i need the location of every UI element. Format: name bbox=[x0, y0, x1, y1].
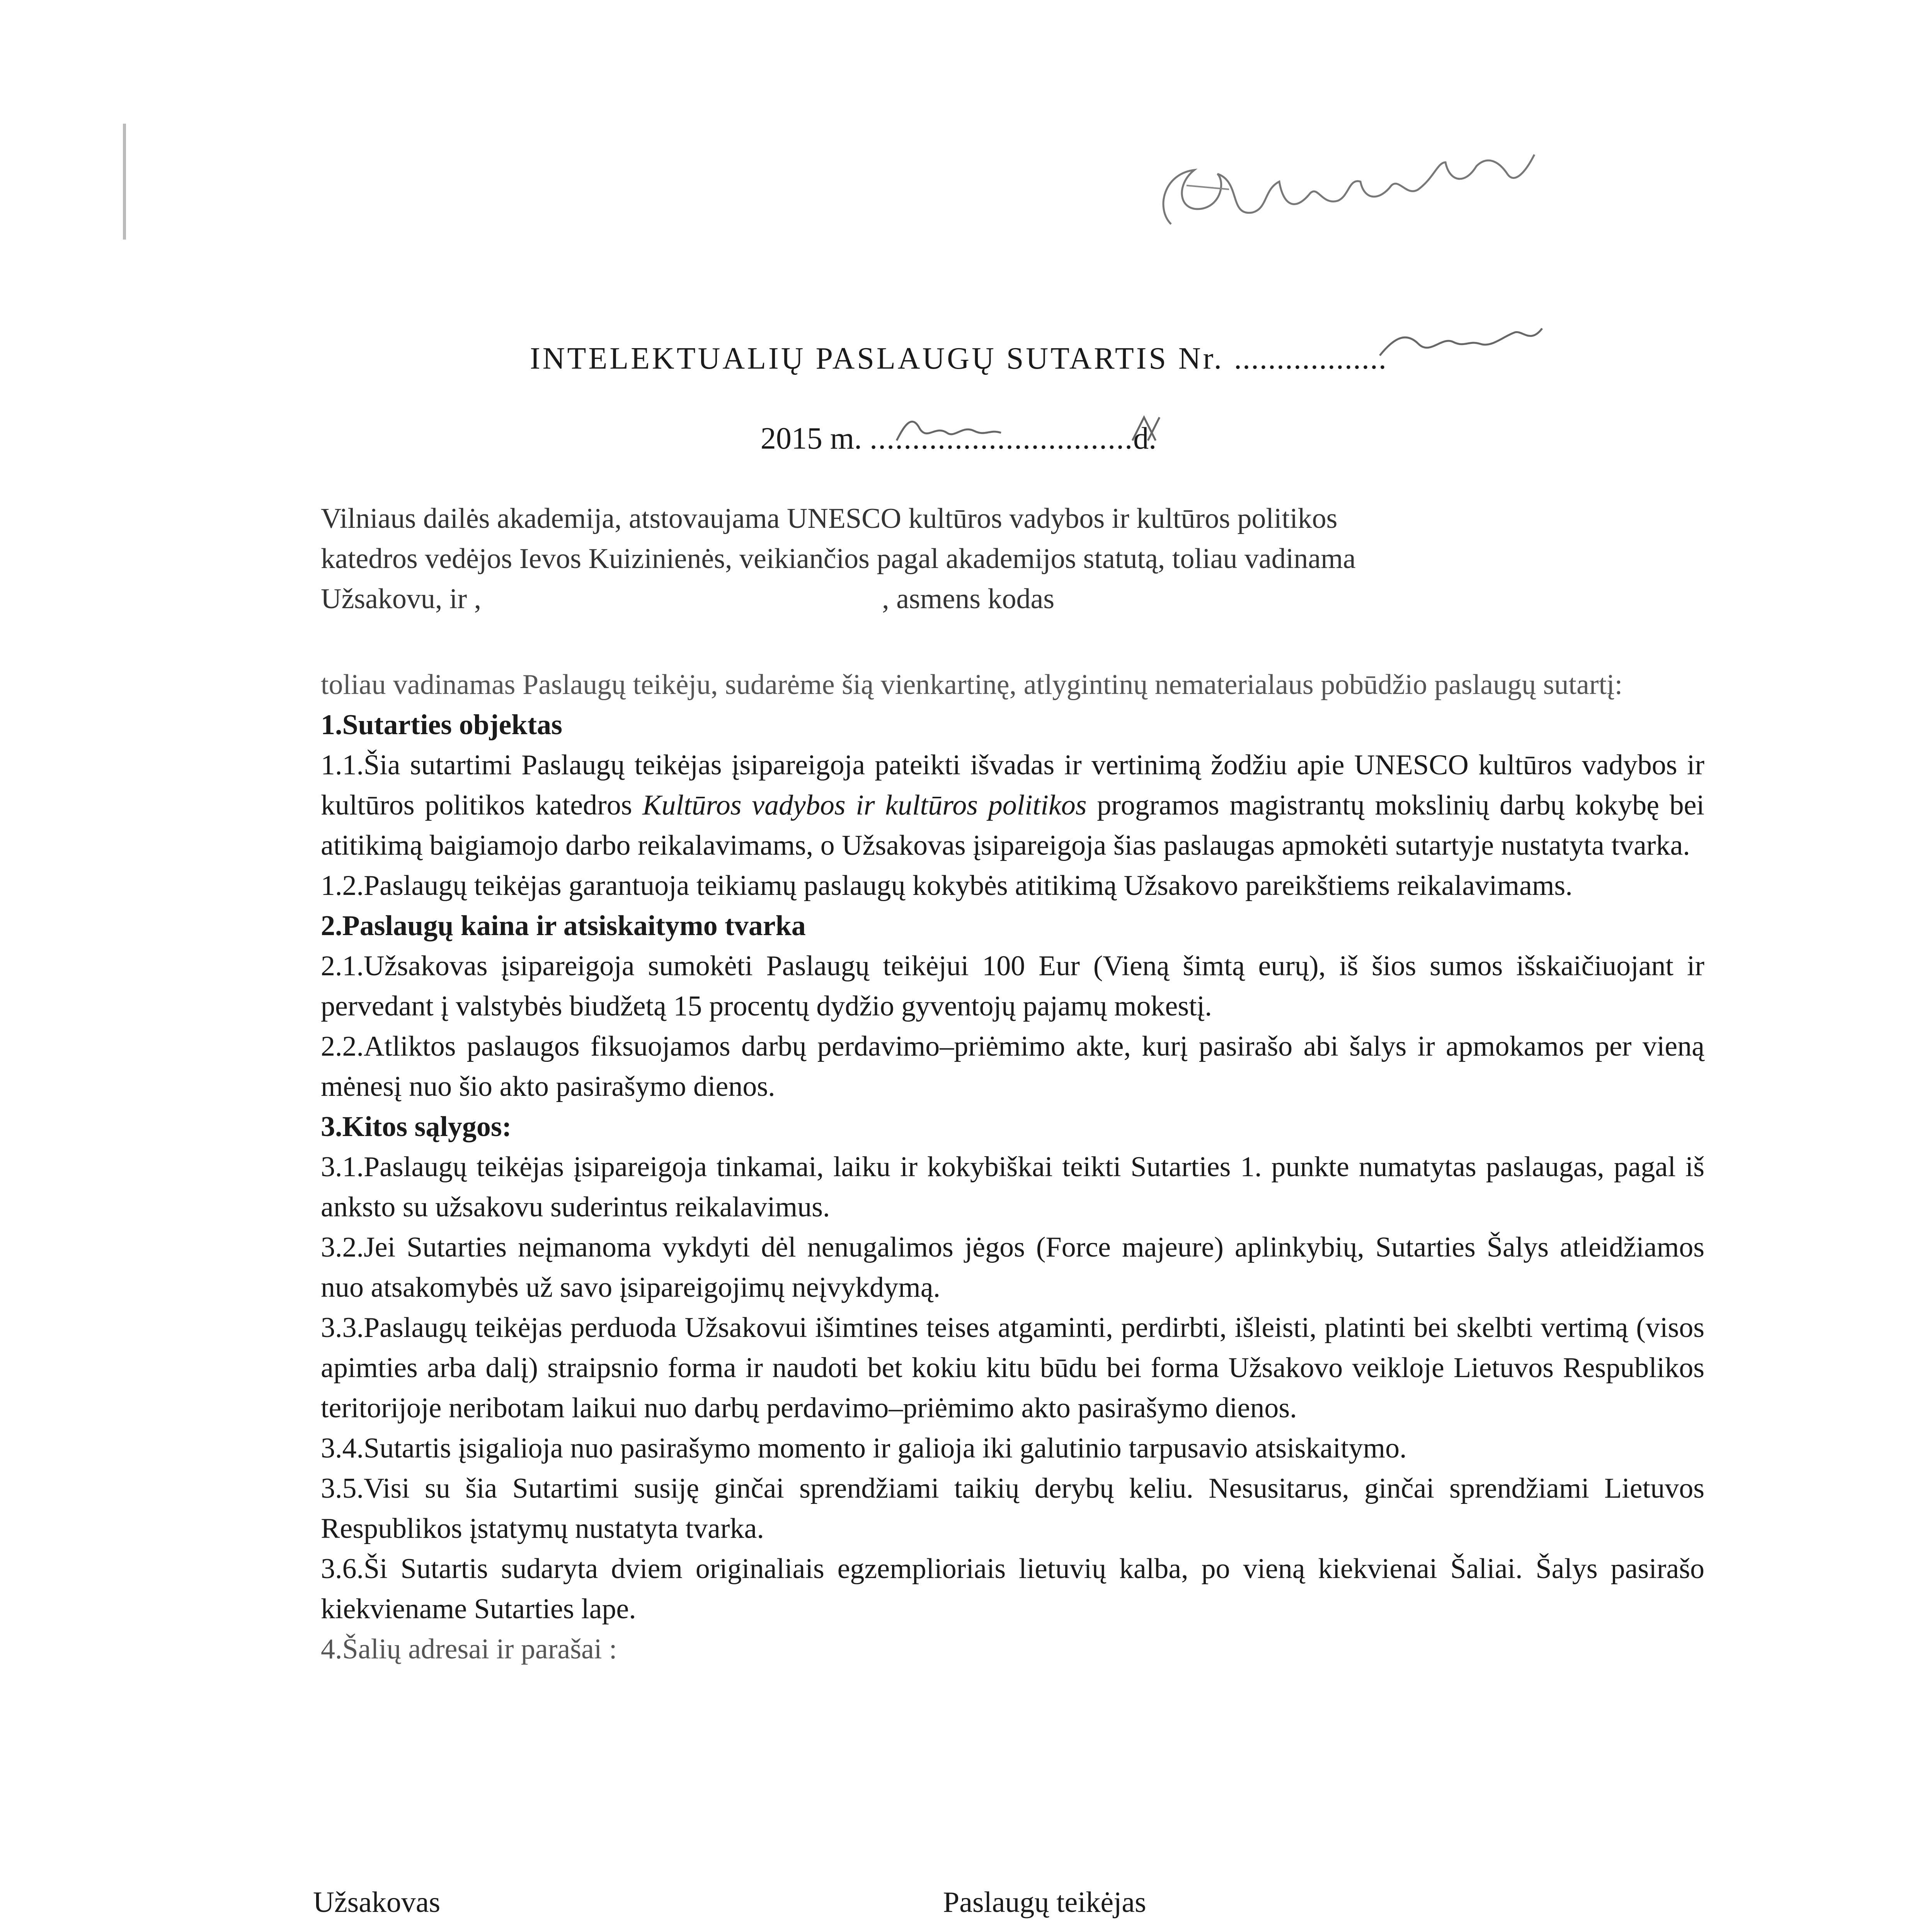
contract-body bbox=[321, 665, 1704, 1669]
programme-name: Kultūros vadybos ir kultūros politikos bbox=[642, 789, 1087, 821]
clause-3-2: 3.2.Jei Sutarties neįmanoma vykdyti dėl nenugalimos jėgos (Force majeure) aplinkybių, Sutarties Šalys atleidžiamos nuo atsakomybės už savo įsipareigojimų neįvykdymą. bbox=[321, 1231, 1704, 1303]
intro-line-2: katedros vedėjos Ievos Kuizinienės, veikiančios pagal akademijos statutą, toliau vadinama bbox=[321, 543, 1356, 575]
party-provider-label: Paslaugų teikėjas bbox=[943, 1886, 1146, 1918]
clause-2-1: 2.1.Užsakovas įsipareigoja sumokėti Paslaugų teikėjui 100 Eur (Vieną šimtą eurų), iš šios sumos išskaičiuojant ir pervedant į valstybės biudžetą 15 procentų dydžio gyventojų pajamų mokestį. bbox=[321, 950, 1704, 1022]
clause-3-4: 3.4.Sutartis įsigalioja nuo pasirašymo momento ir galioja iki galutinio tarpusavio atsiskaitymo. bbox=[321, 1432, 1407, 1464]
section-3-heading: 3.Kitos sąlygos: bbox=[321, 1111, 512, 1143]
date-month-dots: ............................... bbox=[870, 422, 1134, 456]
clause-3-5: 3.5.Visi su šia Sutartimi susiję ginčai sprendžiami taikių derybų keliu. Nesusitarus, ginčai sprendžiami Lietuvos Respublikos įstatymų nustatyta tvarka. bbox=[321, 1473, 1704, 1544]
top-signature-drawing bbox=[1140, 116, 1565, 255]
intro-line-3-a: Užsakovu, ir , bbox=[321, 583, 482, 615]
title-text: INTELEKTUALIŲ PASLAUGŲ SUTARTIS Nr. bbox=[530, 342, 1224, 376]
section-1-heading: 1.Sutarties objektas bbox=[321, 709, 562, 741]
date-day-suffix: d. bbox=[1133, 422, 1157, 456]
clause-3-6: 3.6.Ši Sutartis sudaryta dviem originaliais egzemplioriais lietuvių kalba, po vieną kiekvienai Šaliai. Šalys pasirašo kiekviename Sutarties lape. bbox=[321, 1553, 1704, 1625]
section-2-heading: 2.Paslaugų kaina ir atsiskaitymo tvarka bbox=[321, 910, 806, 942]
intro-line-3-b: , asmens kodas bbox=[882, 583, 1055, 615]
section-4-heading: 4.Šalių adresai ir parašai : bbox=[321, 1633, 617, 1665]
clause-2-2: 2.2.Atliktos paslaugos fiksuojamos darbų perdavimo–priėmimo akte, kurį pasirašo abi šalys ir apmokamos per vieną mėnesį nuo šio akto pasirašymo dienos. bbox=[321, 1031, 1704, 1102]
intro-paragraph bbox=[321, 498, 1712, 619]
document-title bbox=[0, 340, 1917, 376]
contract-number-dots: .................. bbox=[1234, 342, 1387, 376]
clause-1-1-c: programos magistrantų mokslinių darbų kokybę bei atitikimą baigiamojo darbo reikalavimams, o Užsakovas įsipareigoja šias paslaugas apmokėti sutartyje nustatyta tvarka. bbox=[321, 789, 1704, 861]
clause-1-1-a: 1.1.Šia sutartimi Paslaugų teikėjas įsipareigoja pateikti išvadas ir vertinimą žodžiu apie UNESCO kultūros vadybos ir kultūros politikos katedros bbox=[321, 749, 1704, 821]
intro-line-1: Vilniaus dailės akademija, atstovaujama UNESCO kultūros vadybos ir kultūros politikos bbox=[321, 503, 1338, 534]
scan-edge-mark bbox=[123, 124, 126, 240]
date-year: 2015 m. bbox=[760, 422, 862, 456]
clause-3-3: 3.3.Paslaugų teikėjas perduoda Užsakovui išimtines teises atgaminti, perdirbti, išleisti, platinti bei skelbti vertimą (visos apimties arba dalį) straipsnio forma ir naudoti bet kokiu kitu būdu bei forma Užsakovo veikloje Lietuvos Respublikos teritorijoje neribotam laikui nuo darbų perdavimo–priėmimo akto pasirašymo dienos. bbox=[321, 1312, 1704, 1424]
intro-line-3 bbox=[321, 579, 1712, 619]
body-opening: toliau vadinamas Paslaugų teikėju, sudarėme šią vienkartinę, atlygintinų nematerialaus pobūdžio paslaugų sutartį: bbox=[321, 669, 1623, 701]
date-handwriting-drawing bbox=[889, 402, 1198, 448]
clause-1-1 bbox=[321, 745, 1704, 866]
clause-1-2: 1.2.Paslaugų teikėjas garantuoja teikiamų paslaugų kokybės atitikimą Užsakovo pareikštiems reikalavimams. bbox=[321, 870, 1573, 901]
number-handwriting-drawing bbox=[1376, 321, 1554, 367]
party-client-label: Užsakovas bbox=[313, 1886, 441, 1918]
clause-3-1: 3.1.Paslaugų teikėjas įsipareigoja tinkamai, laiku ir kokybiškai teikti Sutarties 1. punkte numatytas paslaugas, pagal iš anksto su užsakovu suderintus reikalavimus. bbox=[321, 1151, 1704, 1223]
